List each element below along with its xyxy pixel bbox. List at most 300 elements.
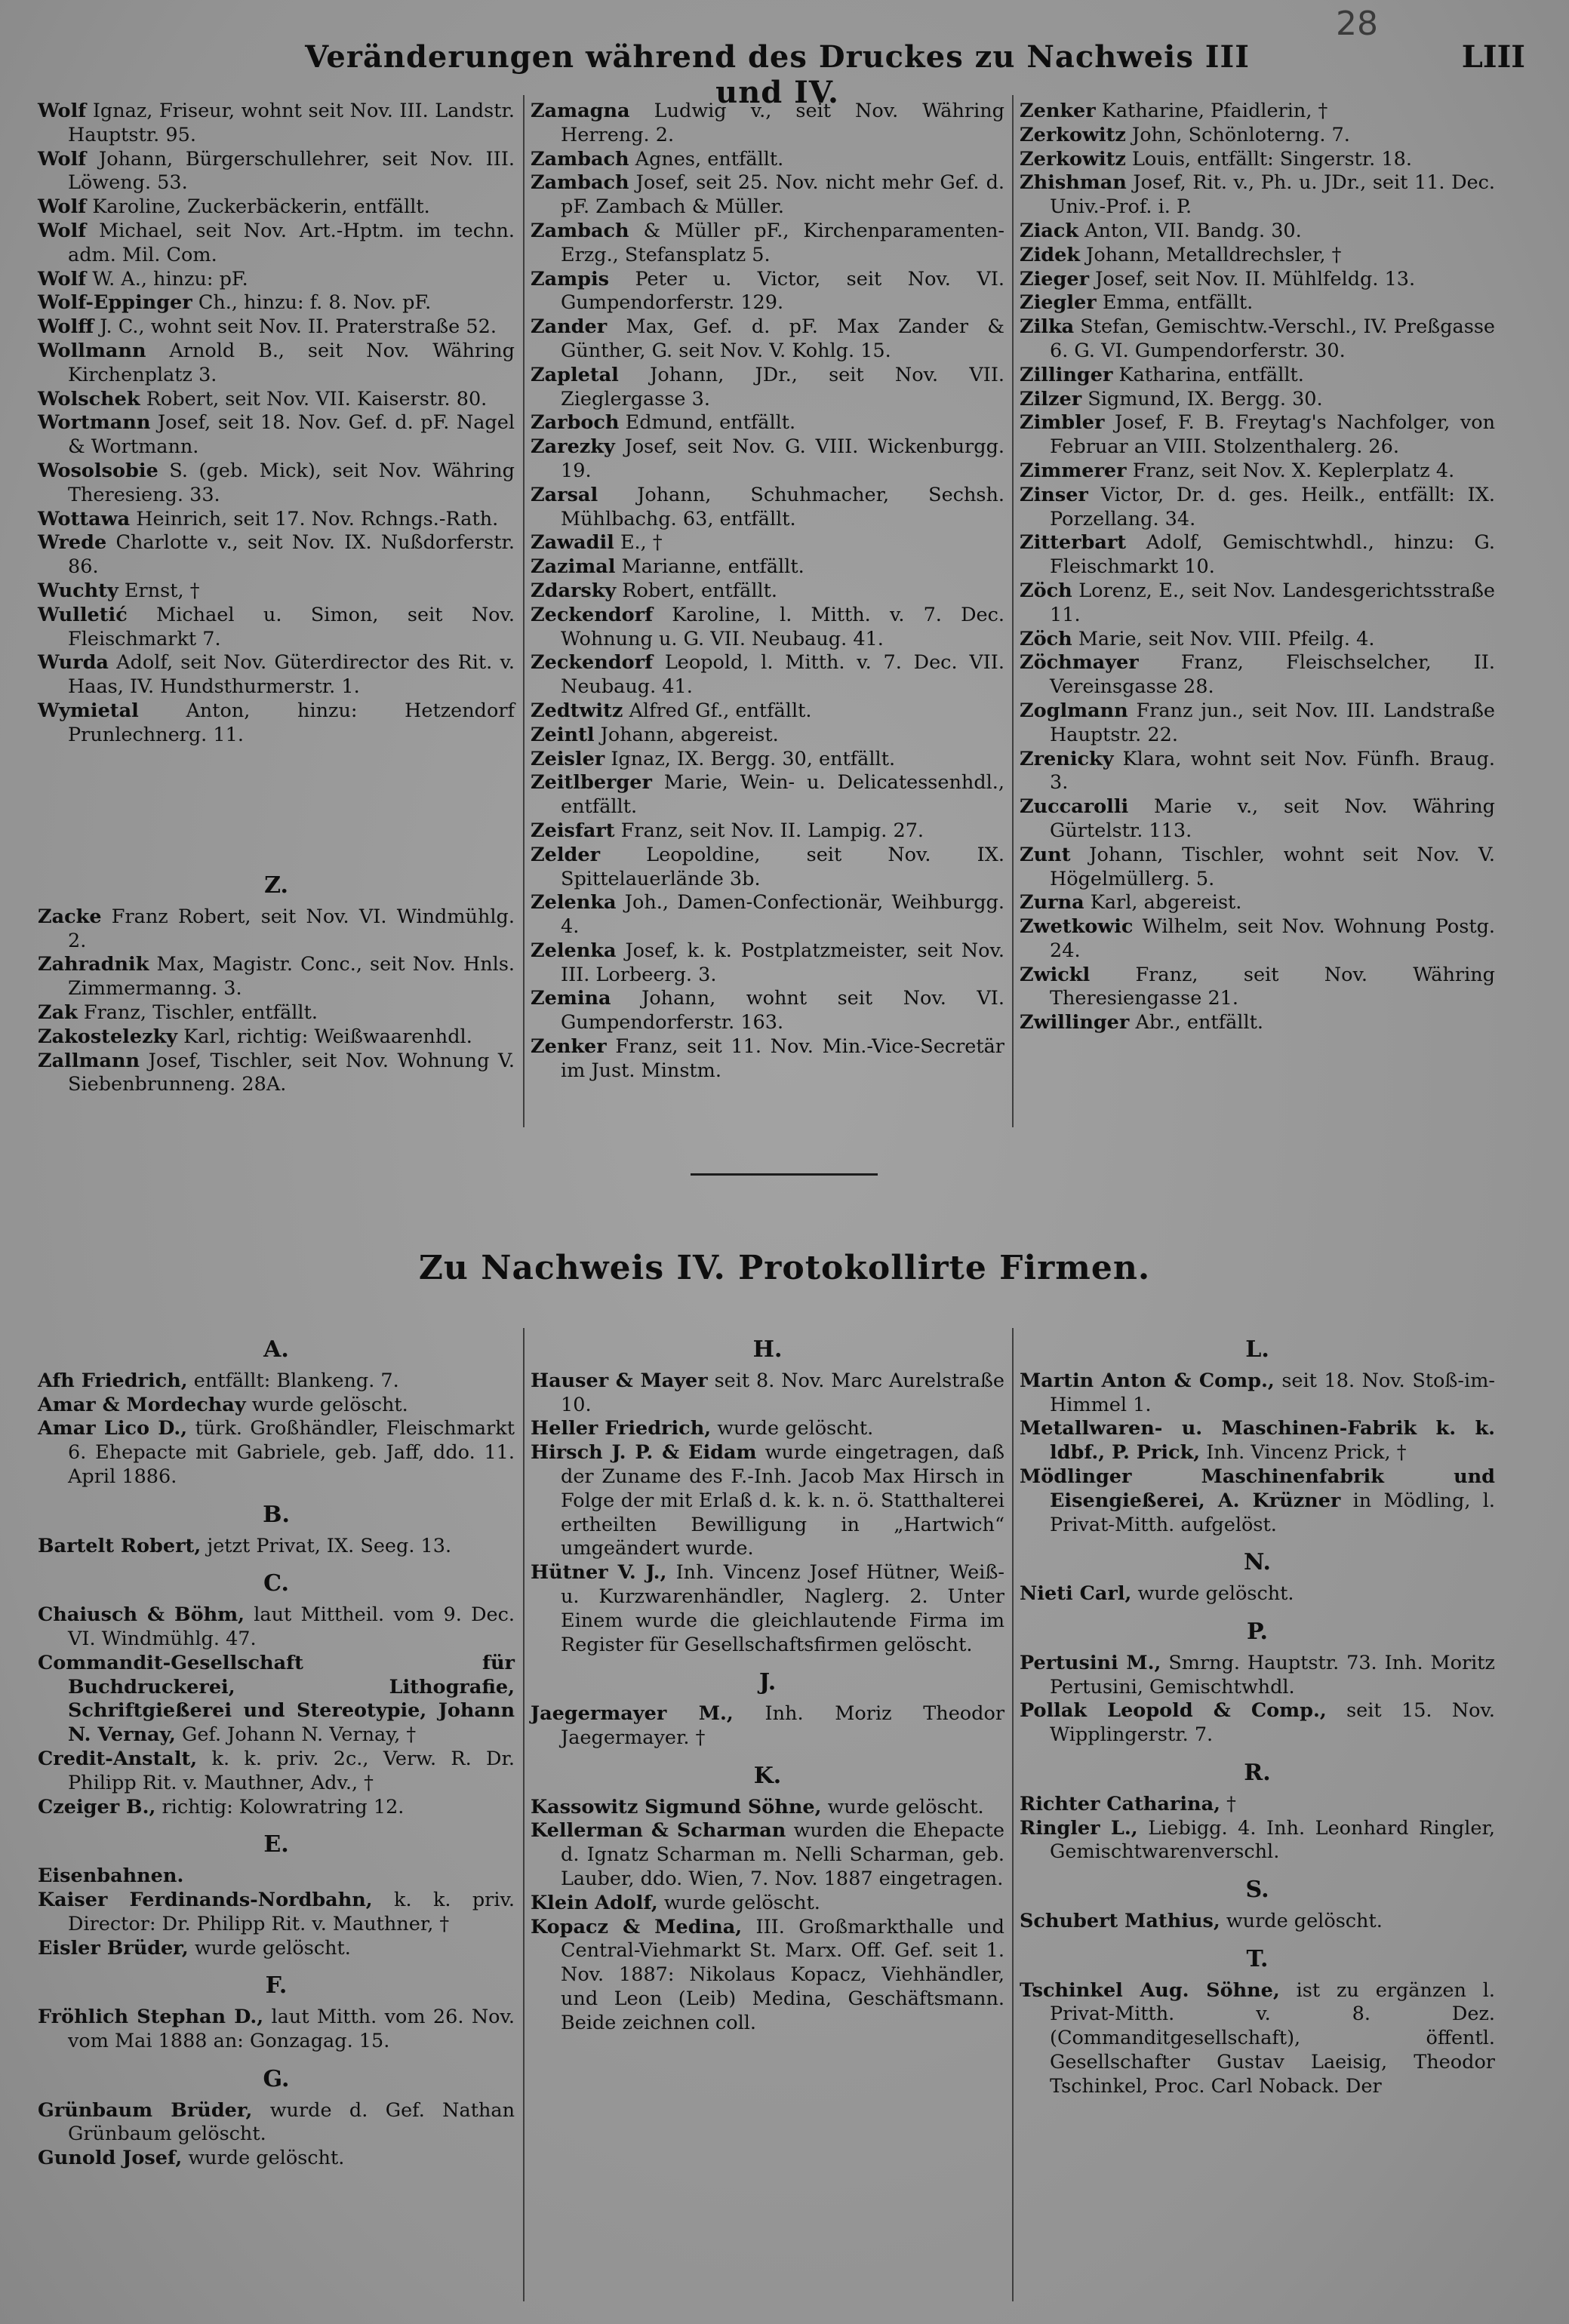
entry-text: Josef, k. k. Postplatzmeister, seit Nov. III. Lorbeerg. 3. [561, 939, 1005, 986]
directory-entry [1020, 268, 1495, 292]
entry-text: Josef, Tischler, seit Nov. Wohnung V. Siebenbrunneng. 28A. [68, 1049, 515, 1096]
entry-text: k. k. priv. Director: Dr. Philipp Rit. v. Mauthner, † [68, 1888, 515, 1935]
directory-entry [531, 699, 1004, 724]
entry-name: Wuchty [38, 579, 118, 602]
directory-entry [531, 1370, 1004, 1418]
entry-text: Franz, seit 11. Nov. Min.-Vice-Secretär im Just. Minstm. [561, 1035, 1004, 1082]
entry-text: Arnold B., seit Nov. Währing Kirchenplatz 3. [68, 339, 515, 386]
entry-name: Commandit-Gesellschaft für Buchdruckerei, Lithografie, Schriftgießerei und Stereotypie, Johann N. Vernay, [38, 1651, 515, 1747]
entry-name: Ziegler [1020, 291, 1097, 315]
entry-name: Bartelt Robert, [38, 1534, 202, 1557]
entry-text: Franz jun., seit Nov. III. Landstraße Hauptstr. 22. [1050, 699, 1495, 746]
entry-name: Zwickl [1020, 963, 1091, 986]
directory-entry [38, 1025, 515, 1050]
entry-name: Zarsal [531, 483, 598, 506]
directory-entry [1020, 100, 1495, 124]
directory-entry [531, 315, 1004, 364]
entry-text: Johann, Tischler, wohnt seit Nov. V. Högelmüllerg. 5. [1050, 843, 1495, 890]
directory-entry [531, 1819, 1004, 1891]
directory-entry [531, 220, 1004, 268]
directory-entry [38, 508, 515, 532]
directory-entry [1020, 1699, 1495, 1748]
alphabet-heading: R. [1244, 1759, 1271, 1786]
entry-name: Eisler Brüder, [38, 1936, 189, 1960]
entry-name: Schubert Mathius, [1020, 1909, 1220, 1932]
entry-text: Michael, seit Nov. Art.-Hptm. im techn. adm. Mil. Com. [68, 219, 515, 266]
entry-text: seit 8. Nov. Marc Aurelstraße 10. [561, 1369, 1004, 1416]
directory-entry [1020, 315, 1495, 364]
entry-text: Karoline, Zuckerbäckerin, entfällt. [92, 195, 430, 219]
entry-name: Wortmann [38, 411, 151, 435]
entry-name: Zinser [1020, 483, 1088, 506]
entry-name: Eisenbahnen. [38, 1864, 184, 1888]
entry-name: Wosolsobie [38, 459, 158, 482]
alphabet-heading: H. [752, 1336, 783, 1363]
entry-name: Zuccarolli [1020, 795, 1129, 819]
entry-name: Zimbler [1020, 411, 1105, 435]
entry-text: wurde gelöscht. [663, 1891, 820, 1914]
entry-text: Victor, Dr. d. ges. Heilk., entfällt: IX. Porzellang. 34. [1050, 483, 1496, 530]
entry-name: Klein Adolf, [531, 1891, 658, 1914]
entry-name: Jaegermayer M., [531, 1702, 734, 1726]
entry-text: wurde gelöscht. [188, 2147, 345, 2170]
directory-entry [38, 1748, 515, 1796]
entry-name: Kassowitz Sigmund Söhne, [531, 1795, 822, 1818]
directory-entry [531, 364, 1004, 412]
entry-name: Zdarsky [531, 579, 617, 602]
directory-entry [531, 268, 1004, 316]
directory-entry [38, 604, 515, 652]
entry-name: Zöch [1020, 627, 1072, 650]
alphabet-heading: P. [1246, 1618, 1269, 1645]
directory-entry [1020, 531, 1495, 579]
entry-name: Hirsch J. P. & Eidam [531, 1441, 757, 1465]
section-title: Zu Nachweis IV. Protokollirte Firmen. [418, 1249, 1151, 1287]
changes-column-2 [531, 100, 1004, 1084]
entry-name: Kellerman & Scharman [531, 1819, 786, 1843]
entry-text: Lorenz, E., seit Nov. Landesgerichtsstraße 11. [1050, 579, 1495, 626]
entry-name: Zelenka [531, 891, 617, 915]
directory-entry [531, 748, 1004, 772]
entry-text: Karl, abgereist. [1090, 891, 1242, 915]
directory-entry [1020, 171, 1495, 220]
directory-entry [1020, 964, 1495, 1012]
entry-name: Wrede [38, 531, 107, 555]
directory-entry [38, 953, 515, 1001]
entry-name: Zedtwitz [531, 699, 623, 722]
entry-text: in Mödling, l. Privat-Mitth. aufgelöst. [1050, 1489, 1495, 1536]
column-divider [523, 1328, 525, 2301]
entry-text: Ch., hinzu: f. 8. Nov. pF. [198, 291, 432, 315]
entry-text: laut Mitth. vom 26. Nov. vom Mai 1888 an: Gonzagag. 15. [68, 2006, 515, 2052]
entry-name: Zander [531, 315, 608, 339]
entry-text: Franz, seit Nov. II. Lampig. 27. [620, 819, 924, 842]
entry-name: Zrenicky [1020, 747, 1114, 770]
entry-name: Wolf [38, 100, 87, 122]
entry-name: Hütner V. J., [531, 1561, 667, 1585]
changes-column-1-letter-block [38, 860, 515, 1097]
entry-name: Fröhlich Stephan D., [38, 2006, 264, 2029]
directory-entry [38, 651, 515, 699]
directory-entry [38, 2099, 515, 2147]
entry-name: Ziack [1020, 219, 1079, 242]
entry-text: Marie, Wein- u. Delicatessenhdl., entfällt. [561, 771, 1005, 819]
entry-text: † [1226, 1792, 1236, 1815]
entry-text: Johann, Bürgerschullehrer, seit Nov. III. Löweng. 53. [68, 147, 515, 195]
directory-entry [38, 531, 515, 579]
directory-entry [38, 100, 515, 148]
changes-column-3 [1020, 100, 1495, 1035]
entry-text: Karl, richtig: Weißwaarenhdl. [183, 1025, 472, 1048]
entry-name: Wollmann [38, 339, 146, 362]
entry-text: seit 15. Nov. Wipplingerstr. 7. [1050, 1699, 1496, 1747]
directory-entry [38, 195, 515, 220]
directory-entry [531, 1417, 1004, 1441]
entry-name: Zallmann [38, 1049, 140, 1072]
directory-entry [531, 987, 1004, 1035]
alphabet-heading: T. [1246, 1945, 1269, 1972]
entry-name: Zurna [1020, 891, 1084, 915]
directory-entry [1020, 915, 1495, 964]
entry-text: Stefan, Gemischtw.-Verschl., IV. Preßgasse 6. G. VI. Gumpendorferstr. 30. [1050, 315, 1496, 362]
entry-text: Katharine, Pfaidlerin, † [1101, 100, 1328, 122]
alphabet-heading: C. [263, 1570, 289, 1597]
entry-text: Leopoldine, seit Nov. IX. Spittelauerlände 3b. [561, 843, 1004, 890]
entry-text: Inh. Vincenz Josef Hütner, Weiß- u. Kurzwarenhändler, Naglerg. 2. Unter Einem wurde die gleichlautende Firma im Register für Gesellschaftsfirmen gelöscht. [561, 1561, 1004, 1656]
directory-entry [1020, 1370, 1495, 1418]
directory-entry [1020, 1582, 1495, 1606]
entry-name: Wolf [38, 147, 87, 171]
directory-entry [531, 1796, 1004, 1820]
directory-entry [38, 699, 515, 748]
directory-entry [531, 651, 1004, 699]
entry-name: Zambach [531, 219, 629, 242]
entry-name: Zapletal [531, 363, 619, 386]
directory-entry [38, 1535, 515, 1559]
entry-name: Zunt [1020, 843, 1071, 866]
directory-entry [1020, 1652, 1495, 1700]
directory-entry [531, 1035, 1004, 1084]
directory-entry [38, 2147, 515, 2171]
directory-entry [1020, 795, 1495, 844]
entry-text: wurde gelöscht. [1137, 1582, 1294, 1606]
directory-entry [531, 1916, 1004, 2036]
entry-name: Zelenka [531, 939, 617, 962]
entry-text: laut Mittheil. vom 9. Dec. VI. Windmühlg. 47. [68, 1603, 515, 1650]
entry-text: Gef. Johann N. Vernay, † [181, 1723, 417, 1747]
entry-name: Zerkowitz [1020, 147, 1126, 171]
directory-entry [1020, 1417, 1495, 1465]
entry-text: Klara, wohnt seit Nov. Fünfh. Braug. 3. [1050, 747, 1495, 795]
entry-text: Karoline, l. Mitth. v. 7. Dec. Wohnung u. G. VII. Neubaug. 41. [561, 603, 1004, 650]
column-divider [1012, 95, 1014, 1127]
entry-name: Zeckendorf [531, 603, 654, 626]
entry-text: Josef, seit Nov. G. VIII. Wickenburgg. 19. [561, 435, 1004, 482]
directory-entry [38, 1796, 515, 1820]
directory-entry [531, 1561, 1004, 1657]
entry-name: Zambach [531, 147, 629, 171]
directory-entry [1020, 1011, 1495, 1035]
entry-text: J. C., wohnt seit Nov. II. Praterstraße 52. [100, 315, 497, 339]
entry-text: Johann, abgereist. [600, 723, 779, 746]
alphabet-heading: N. [1244, 1549, 1271, 1576]
entry-name: Wolschek [38, 387, 140, 410]
entry-text: Franz, Tischler, entfällt. [83, 1001, 318, 1024]
entry-text: Leopold, l. Mitth. v. 7. Dec. VII. Neubaug. 41. [561, 651, 1004, 699]
entry-name: Amar Lico D., [38, 1417, 188, 1440]
directory-entry [38, 148, 515, 196]
entry-text: & Müller pF., Kirchenparamenten-Erzg., Stefansplatz 5. [561, 219, 1004, 266]
entry-text: W. A., hinzu: pF. [92, 267, 248, 290]
entry-name: Zemina [531, 987, 611, 1010]
entry-text: Adolf, Gemischtwhdl., hinzu: G. Fleischmarkt 10. [1050, 531, 1495, 579]
entry-name: Zöchmayer [1020, 651, 1139, 675]
entry-name: Zahradnik [38, 953, 149, 976]
handwritten-page-note: 28 [1336, 5, 1378, 43]
entry-name: Wottawa [38, 507, 131, 530]
entry-name: Zerkowitz [1020, 123, 1126, 146]
entry-name: Mödlinger Maschinenfabrik und Eisengießerei, A. Krüzner [1020, 1465, 1495, 1512]
alphabet-heading: G. [263, 2065, 290, 2092]
entry-name: Wulletić [38, 603, 128, 626]
entry-name: Zwillinger [1020, 1011, 1130, 1034]
entry-text: wurde gelöscht. [1226, 1909, 1383, 1932]
directory-entry [1020, 579, 1495, 628]
entry-text: Liebigg. 4. Inh. Leonhard Ringler, Gemischtwarenverschl. [1050, 1816, 1495, 1864]
directory-entry [1020, 411, 1495, 460]
directory-entry [1020, 388, 1495, 412]
entry-name: Zitterbart [1020, 531, 1127, 555]
directory-entry [38, 1001, 515, 1025]
entry-text: wurde eingetragen, daß der Zuname des F.-Inh. Jacob Max Hirsch in Folge der mit Erlaß d. k. k. n. ö. Statthalterei ertheilten Bewilligung in „Hartwich“ umgeändert wurde. [561, 1441, 1004, 1560]
column-divider [523, 95, 525, 1127]
entry-name: Zak [38, 1001, 78, 1024]
entry-name: Wolff [38, 315, 94, 339]
directory-entry [531, 531, 1004, 555]
directory-entry [1020, 364, 1495, 388]
entry-text: Heinrich, seit 17. Nov. Rchngs.-Rath. [136, 507, 499, 530]
entry-text: Franz, seit Nov. X. Keplerplatz 4. [1132, 459, 1455, 482]
entry-name: Kaiser Ferdinands-Nordbahn, [38, 1888, 373, 1911]
directory-entry [531, 604, 1004, 652]
entry-text: Anton, VII. Bandg. 30. [1084, 219, 1302, 242]
directory-entry [38, 1394, 515, 1418]
entry-text: Joh., Damen-Confectionär, Weihburgg. 4. [561, 891, 1004, 939]
entry-text: Alfred Gf., entfällt. [629, 699, 812, 722]
directory-entry [1020, 124, 1495, 148]
entry-name: Ringler L., [1020, 1816, 1138, 1840]
entry-text: ist zu ergänzen l. Privat-Mitth. v. 8. Dez. (Commanditgesellschaft), öffentl. Gesellschafter Gustav Laeisig, Theodor Tschinkel, Proc. Carl Noback. Der [1050, 1978, 1495, 2098]
entry-text: Marianne, entfällt. [621, 555, 804, 579]
directory-entry [1020, 891, 1495, 915]
directory-entry [38, 388, 515, 412]
entry-text: Franz, Fleischselcher, II. Vereinsgasse 28. [1050, 651, 1495, 699]
entry-text: S. (geb. Mick), seit Nov. Währing Theresieng. 33. [68, 459, 515, 506]
alphabet-heading: J. [758, 1669, 777, 1696]
entry-text: wurde gelöscht. [717, 1417, 874, 1440]
entry-text: Franz, seit Nov. Währing Theresiengasse 21. [1050, 963, 1495, 1010]
entry-text: Ignaz, Friseur, wohnt seit Nov. III. Landstr. Hauptstr. 95. [68, 100, 515, 146]
entry-text: jetzt Privat, IX. Seeg. 13. [207, 1534, 452, 1557]
entry-text: Abr., entfällt. [1135, 1011, 1263, 1034]
directory-entry [38, 579, 515, 604]
entry-text: Marie v., seit Nov. Währing Gürtelstr. 113. [1050, 795, 1495, 842]
entry-text: Ludwig v., seit Nov. Währing Herreng. 2. [561, 100, 1004, 146]
entry-name: Wymietal [38, 699, 139, 722]
entry-name: Zenker [531, 1035, 607, 1059]
entry-name: Zenker [1020, 100, 1096, 122]
directory-entry [531, 171, 1004, 220]
entry-name: Zöch [1020, 579, 1072, 602]
entry-text: Michael u. Simon, seit Nov. Fleischmarkt 7. [68, 603, 515, 650]
entry-name: Zacke [38, 905, 102, 928]
entry-name: Zambach [531, 171, 629, 195]
entry-text: John, Schönloterng. 7. [1131, 123, 1350, 146]
alphabet-heading: K. [753, 1762, 782, 1789]
alphabet-heading: S. [1245, 1877, 1269, 1904]
entry-text: Katharina, entfällt. [1118, 363, 1304, 386]
entry-name: Wolf-Eppinger [38, 291, 192, 315]
entry-name: Zarboch [531, 411, 620, 435]
entry-text: Johann, wohnt seit Nov. VI. Gumpendorferstr. 163. [561, 987, 1004, 1034]
entry-name: Wurda [38, 651, 109, 675]
directory-entry [38, 1889, 515, 1937]
entry-name: Amar & Mordechay [38, 1393, 246, 1416]
entry-text: Robert, entfällt. [622, 579, 778, 602]
directory-entry [531, 435, 1004, 484]
directory-entry [38, 2006, 515, 2054]
directory-entry [38, 460, 515, 508]
entry-name: Zeisfart [531, 819, 615, 842]
entry-name: Zilka [1020, 315, 1075, 339]
entry-text: Louis, entfällt: Singerstr. 18. [1131, 147, 1412, 171]
entry-text: Adolf, seit Nov. Güterdirector des Rit. v. Haas, IV. Hundsthurmerstr. 1. [68, 651, 515, 699]
directory-entry [38, 291, 515, 315]
entry-name: Heller Friedrich, [531, 1417, 712, 1440]
entry-name: Czeiger B., [38, 1795, 156, 1818]
directory-entry [1020, 1793, 1495, 1817]
directory-entry [531, 819, 1004, 844]
entry-text: seit 18. Nov. Stoß-im-Himmel 1. [1050, 1369, 1496, 1416]
directory-entry [1020, 220, 1495, 244]
directory-entry [38, 1050, 515, 1098]
firms-column-2 [531, 1324, 1004, 2036]
entry-name: Zhishman [1020, 171, 1127, 195]
column-divider [1012, 1328, 1014, 2301]
entry-text: Max, Magistr. Conc., seit Nov. Hnls. Zimmermanng. 3. [68, 953, 515, 1001]
directory-entry [531, 891, 1004, 939]
entry-name: Zamagna [531, 100, 630, 122]
alphabet-heading: Z. [264, 872, 288, 899]
entry-name: Hauser & Mayer [531, 1369, 708, 1392]
entry-name: Zieger [1020, 267, 1090, 290]
entry-name: Richter Catharina, [1020, 1792, 1220, 1815]
entry-name: Kopacz & Medina, [531, 1915, 743, 1938]
directory-entry [38, 1864, 515, 1889]
entry-name: Zeintl [531, 723, 595, 746]
directory-entry [531, 724, 1004, 748]
directory-entry [1020, 1979, 1495, 2099]
entry-name: Zilzer [1020, 387, 1082, 410]
directory-entry [1020, 460, 1495, 484]
changes-column-1 [38, 100, 515, 748]
entry-text: Max, Gef. d. pF. Max Zander & Günther, G. seit Nov. V. Kohlg. 15. [561, 315, 1005, 362]
page-title: Veränderungen während des Druckes zu Nachweis III und IV. [305, 39, 1250, 110]
directory-entry [1020, 844, 1495, 892]
directory-entry [1020, 1465, 1495, 1537]
entry-name: Wolf [38, 219, 87, 242]
entry-name: Zarezky [531, 435, 615, 459]
entry-name: Gunold Josef, [38, 2147, 183, 2170]
directory-entry [531, 579, 1004, 604]
entry-name: Nieti Carl, [1020, 1582, 1132, 1606]
page-number: LIII [1461, 39, 1525, 75]
directory-entry [531, 1441, 1004, 1561]
firms-column-1 [38, 1324, 515, 2171]
directory-entry [1020, 148, 1495, 172]
entry-name: Grünbaum Brüder, [38, 2098, 253, 2122]
directory-entry [531, 484, 1004, 532]
entry-name: Pollak Leopold & Comp., [1020, 1699, 1327, 1723]
entry-name: Metallwaren- u. Maschinen-Fabrik k. k. ldbf., P. Prick, [1020, 1417, 1495, 1465]
entry-name: Zeckendorf [531, 651, 654, 675]
entry-text: Ignaz, IX. Bergg. 30, entfällt. [611, 747, 896, 770]
directory-entry [1020, 1910, 1495, 1934]
entry-text: Inh. Vincenz Prick, † [1206, 1441, 1407, 1465]
entry-name: Chaiusch & Böhm, [38, 1603, 245, 1627]
entry-name: Zakostelezky [38, 1025, 178, 1048]
directory-entry [1020, 244, 1495, 268]
entry-text: Johann, JDr., seit Nov. VII. Zieglergasse 3. [561, 363, 1004, 410]
directory-entry [531, 1702, 1004, 1751]
entry-text: Peter u. Victor, seit Nov. VI. Gumpendorferstr. 129. [561, 267, 1005, 315]
page-header [0, 5, 1569, 110]
entry-text: wurde gelöscht. [827, 1795, 984, 1818]
alphabet-heading: L. [1245, 1336, 1269, 1363]
entry-text: wurden die Ehepacte d. Ignatz Scharman m. Nelli Scharman, geb. Lauber, ddo. Wien, 7. Nov. 1887 eingetragen. [561, 1819, 1004, 1890]
directory-entry [38, 268, 515, 292]
directory-entry [531, 771, 1004, 819]
entry-name: Afh Friedrich, [38, 1369, 188, 1392]
section-separator-rule [691, 1173, 878, 1176]
entry-text: III. Großmarkthalle und Central-Viehmarkt St. Marx. Off. Gef. seit 1. Nov. 1887: Nikolaus Kopacz, Viehhändler, und Leon (Leib) Medina, Geschäftsmann. Beide zeichnen coll. [561, 1915, 1004, 2034]
entry-name: Zwetkowic [1020, 915, 1134, 939]
directory-entry [531, 844, 1004, 892]
entry-text: Johann, Metalldrechsler, † [1086, 243, 1342, 266]
entry-text: wurde gelöscht. [251, 1393, 408, 1416]
firms-column-3 [1020, 1324, 1495, 2099]
directory-entry [38, 411, 515, 460]
entry-text: Robert, seit Nov. VII. Kaiserstr. 80. [146, 387, 488, 410]
directory-entry [38, 905, 515, 954]
directory-entry [531, 411, 1004, 435]
entry-text: Anton, hinzu: Hetzendorf Prunlechnerg. 11. [68, 699, 515, 746]
directory-entry [38, 1370, 515, 1394]
entry-name: Zazimal [531, 555, 616, 579]
entry-name: Zeitlberger [531, 771, 652, 795]
directory-entry [38, 1603, 515, 1652]
directory-entry [531, 1892, 1004, 1916]
entry-text: entfällt: Blankeng. 7. [193, 1369, 399, 1392]
entry-text: wurde d. Gef. Nathan Grünbaum gelöscht. [68, 2098, 515, 2146]
alphabet-heading: E. [263, 1831, 289, 1858]
entry-text: Emma, entfällt. [1102, 291, 1254, 315]
entry-text: Josef, seit 18. Nov. Gef. d. pF. Nagel & Wortmann. [68, 411, 515, 459]
entry-name: Zawadil [531, 531, 614, 555]
entry-text: Josef, Rit. v., Ph. u. JDr., seit 11. Dec. Univ.-Prof. i. P. [1050, 171, 1495, 219]
entry-text: Wilhelm, seit Nov. Wohnung Postg. 24. [1050, 915, 1495, 962]
entry-name: Zelder [531, 843, 601, 866]
